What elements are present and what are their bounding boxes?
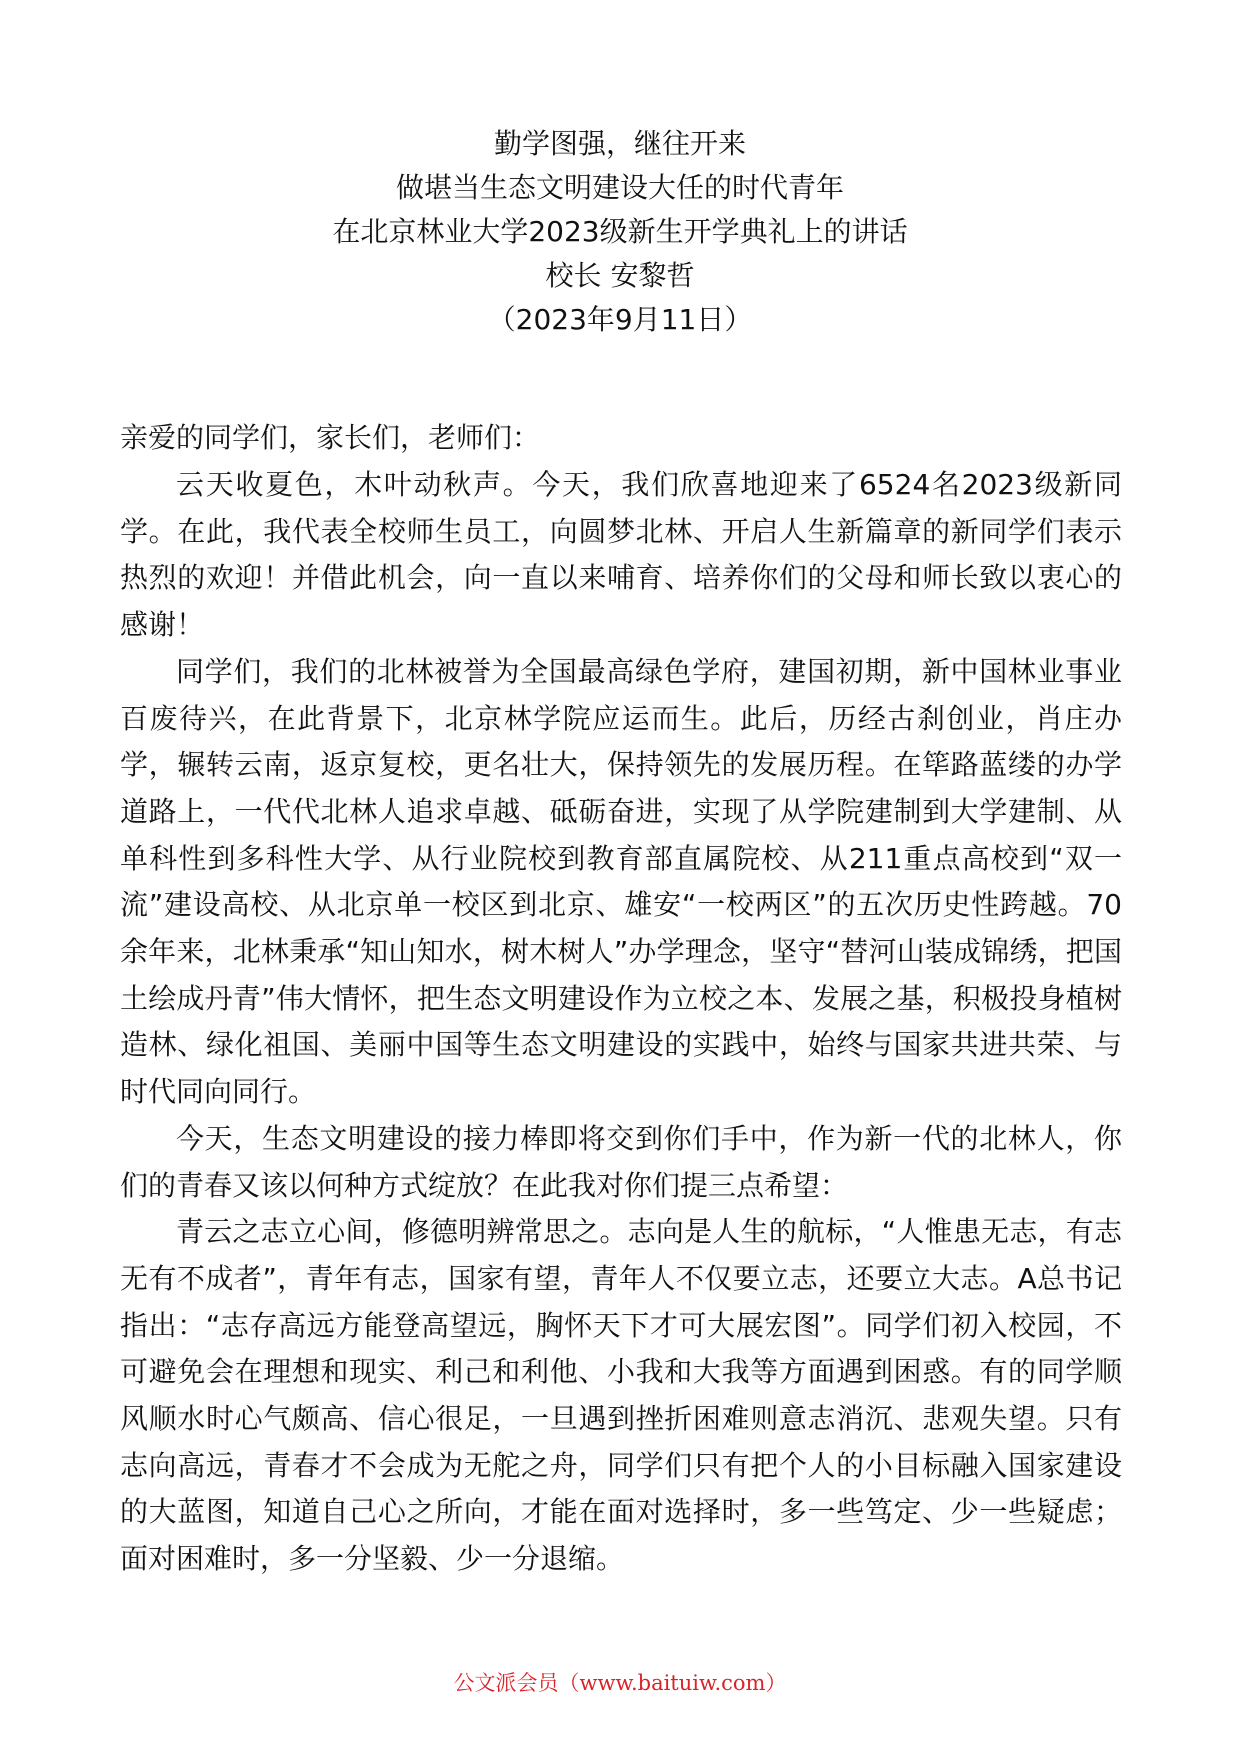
date-line: （2023年9月11日） [487,303,753,336]
subtitle: 做堪当生态文明建设大任的时代青年 [395,171,844,204]
speaker-line: 校长 安黎哲 [545,259,695,292]
occasion-line: 在北京林业大学2023级新生开学典礼上的讲话 [332,215,908,248]
footer-watermark: 公文派会员（www.baituiw.com） [453,1671,787,1695]
salutation: 亲爱的同学们，家长们，老师们： [120,421,541,454]
paragraph-history: 同学们，我们的北林被誉为全国最高绿色学府，建国初期，新中国林业事业百废待兴，在此背景下，北京林学院应运而生。此后，历经古刹创业，肖庄办学，辗转云南，返京复校，更名壮大，保持领先的发展历程。在筚路蓝缕的办学道路上，一代代北林人追求卓越、砥砺奋进，实现了从学院建制到大学建制、从单科性到多科性大学、从行业院校到教育部直属院校、从211重点高校到“双一流”建设高校、从北京单一校区到北京、雄安“一校两区”的五次历史性跨越。70余年来，北林秉承“知山知水，树木树人”办学理念，坚守“替河山装成锦绣，把国土绘成丹青”伟大情怀，把生态文明建设作为立校之本、发展之基，积极投身植树造林、绿化祖国、美丽中国等生态文明建设的实践中，始终与国家共进共荣、与时代同向同行。 [120,654,1122,1109]
paragraph-hopes-intro: 今天，生态文明建设的接力棒即将交到你们手中，作为新一代的北林人，你们的青春又该以何种方式绽放？在此我对你们提三点希望： [120,1121,1122,1202]
paragraph-welcome: 云天收夏色，木叶动秋声。今天，我们欣喜地迎来了6524名2023级新同学。在此，我代表全校师生员工，向圆梦北林、开启人生新篇章的新同学们表示热烈的欢迎！并借此机会，向一直以来哺育、培养你们的父母和师长致以衷心的感谢！ [120,468,1122,642]
speech-body [120,462,1122,1583]
title-block [0,122,1240,342]
main-title: 勤学图强，继往开来 [493,127,746,160]
paragraph-hope-one: 青云之志立心间，修德明辨常思之。志向是人生的航标，“人惟患无志，有志无有不成者”，青年有志，国家有望，青年人不仅要立志，还要立大志。A总书记指出：“志存高远方能登高望远，胸怀天下才可大展宏图”。同学们初入校园，不可避免会在理想和现实、利己和利他、小我和大我等方面遇到困惑。有的同学顺风顺水时心气颇高、信心很足，一旦遇到挫折困难则意志消沉、悲观失望。只有志向高远，青春才不会成为无舵之舟，同学们只有把个人的小目标融入国家建设的大蓝图，知道自己心之所向，才能在面对选择时，多一些笃定、少一些疑虑；面对困难时，多一分坚毅、少一分退缩。 [120,1215,1122,1576]
